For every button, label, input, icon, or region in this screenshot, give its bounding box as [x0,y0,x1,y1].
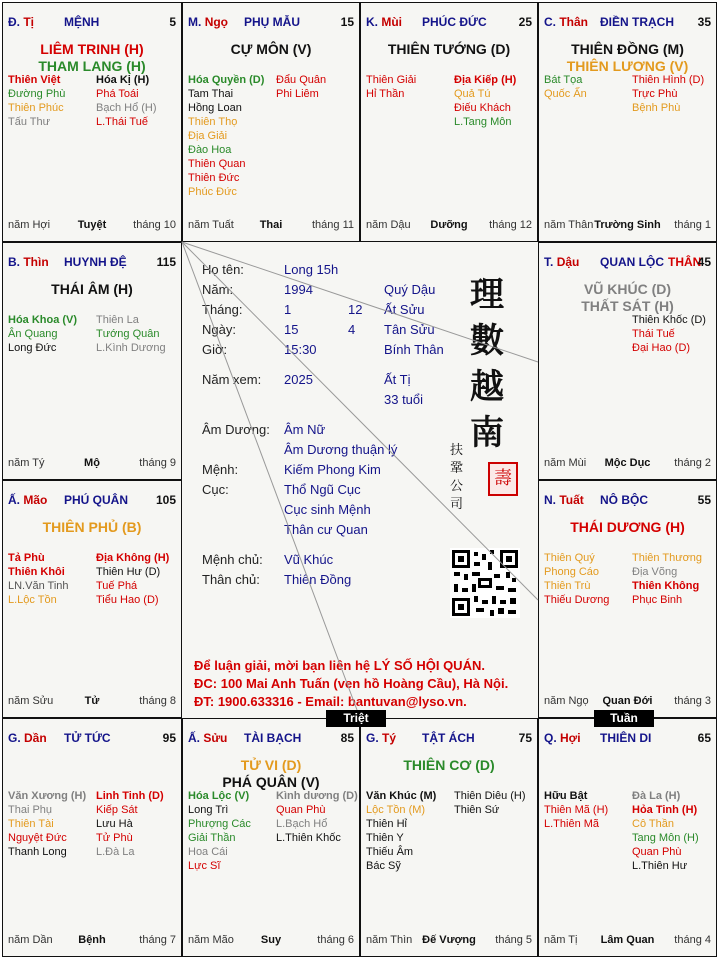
life-stage: Mộc Dục [604,457,651,469]
minor-star: Thiên Khôi [8,566,65,578]
minor-star: Tiểu Hao (D) [96,594,159,606]
minor-star: L.Thiên Hư [632,860,688,872]
minor-star: Thiên Phúc [8,102,64,114]
minor-star: Kiếp Sát [96,804,138,816]
life-stage: Suy [260,934,282,946]
contact-address: ĐC: 100 Mai Anh Tuấn (ven hồ Hoàng Cầu), Hà Nội. [194,676,509,691]
minor-star: Địa Không (H) [96,552,170,564]
palace-month: tháng 10 [133,219,176,231]
info-value: Long 15h [284,262,339,277]
palace-year: năm Tý [8,457,45,469]
palace-position: Đ. Tị [8,15,35,29]
minor-star: Hóa Kị (H) [96,74,150,86]
cuc-relation: Cục sinh Mệnh [284,502,371,517]
minor-star: Trực Phù [632,88,678,100]
minor-star: Hoa Cái [188,846,228,858]
minor-star: Đường Phù [8,88,66,100]
palace-age: 55 [697,493,711,507]
palace-name: ĐIỀN TRẠCH [600,15,674,29]
minor-star: Thiên Y [366,832,404,844]
palace-month: tháng 7 [139,934,176,946]
info-label: Ngày: [202,322,236,337]
menh-chu-label: Mệnh chủ: [202,552,263,567]
palace-year: năm Dậu [366,219,411,231]
palace-name: MỆNH [64,15,100,29]
palace-year: năm Thìn [366,934,413,946]
minor-star: Thiên Tài [8,818,54,830]
main-star: THIÊN ĐỒNG (M) [571,41,684,57]
minor-star: Thiên Quan [188,158,246,170]
info-value: 15 [284,322,299,337]
info-label: Họ tên: [202,262,244,277]
calligraphy-small-char: 扶 [450,443,464,458]
minor-star: Linh Tinh (D) [96,790,164,802]
palace-year: năm Thân [544,219,594,231]
minor-star: L.Tang Môn [454,116,512,128]
info-canchi: Quý Dậu [384,282,436,297]
palace-name: TẬT ÁCH [422,731,475,745]
info-lunar: 12 [348,302,363,317]
palace-name: NÔ BỘC [600,493,648,507]
minor-star: L.Thiên Mã [544,818,600,830]
main-star: THIÊN PHỦ (B) [42,519,142,535]
life-stage: Lâm Quan [600,934,655,946]
life-stage: Bệnh [78,934,106,946]
minor-star: Thiên Thọ [188,116,238,128]
palace-position: B. Thìn [8,255,49,269]
minor-star: L.Thái Tuế [96,116,148,128]
palace-position: G. Tý [366,731,397,745]
minor-star: L.Thiên Khốc [276,832,341,844]
minor-star: Phục Binh [632,594,683,606]
palace-age: 35 [697,15,711,29]
minor-star: Long Trì [188,804,229,816]
palace-year: năm Tị [544,934,578,946]
info-canchi: Ất Sửu [384,302,425,317]
minor-star: Thiên Quý [544,552,595,564]
minor-star: Thiên La [96,314,139,326]
menh-chu-value: Vũ Khúc [284,552,334,567]
palace-name: PHÚ QUÂN [64,493,129,507]
calligraphy-small-char: 公 [450,479,464,494]
minor-star: Địa Võng [632,566,678,578]
life-stage: Mộ [84,457,100,469]
palace-year: năm Mão [188,934,234,946]
minor-star: Thiên Đức [188,172,240,184]
palace-month: tháng 9 [139,457,176,469]
palace-position: G. Dần [8,731,47,745]
main-star: THÁI DƯƠNG (H) [570,519,685,535]
triet-tag: Triệt [326,710,386,727]
palace-month: tháng 3 [674,695,711,707]
palace-age: 105 [155,493,176,507]
palace-position: C. Thân [544,15,589,29]
minor-star: L.Bạch Hổ [276,818,328,830]
palace-age: 65 [697,731,711,745]
minor-star: Thiên Giải [366,74,417,86]
info-label: Năm xem: [202,372,262,387]
minor-star: Thanh Long [8,846,67,858]
palace-position: N. Tuất [544,493,584,507]
calligraphy-char: 數 [470,321,504,361]
info-canchi: 33 tuổi [384,392,424,407]
minor-star: Hóa Khoa (V) [8,314,78,326]
palace-age: 115 [156,255,176,269]
info-canchi: Tân Sửu [384,322,435,337]
minor-star: Tướng Quân [96,328,160,340]
calligraphy-char: 理 [470,275,504,315]
main-star: THIÊN LƯƠNG (V) [566,58,689,74]
palace-month: tháng 1 [674,219,711,231]
palace-age: 15 [340,15,354,29]
menh-label: Mệnh: [202,462,239,477]
minor-star: Thiên Hình (D) [632,74,705,86]
minor-star: Thiên Không [632,580,700,592]
palace-year: năm Sửu [8,695,54,707]
palace-name: PHÚC ĐỨC [422,15,487,29]
palace-age: 25 [518,15,532,29]
minor-star: Giải Thần [188,832,236,844]
minor-star: Hữu Bật [544,790,588,802]
am-duong-note: Âm Dương thuận lý [284,442,398,457]
minor-star: Thiếu Âm [366,846,414,858]
minor-star: Hóa Quyền (D) [188,74,265,86]
life-stage: Quan Đới [602,695,653,707]
minor-star: Tam Thai [188,88,234,100]
minor-star: Hồng Loan [188,102,242,114]
minor-star: Bác Sỹ [366,860,401,872]
minor-star: Địa Giải [188,130,228,142]
than-marker: THÂN [668,255,702,269]
minor-star: Phá Toái [96,88,139,100]
palace-month: tháng 4 [674,934,711,946]
life-stage: Đế Vượng [422,934,476,946]
minor-star: Cô Thần [632,818,674,830]
than-chu-value: Thiên Đồng [284,572,352,587]
minor-star: Đại Hao (D) [632,342,691,354]
minor-star: Kình dương (D) [276,790,358,802]
contact-phone-email: ĐT: 1900.633316 - Email: bantuvan@lyso.vn. [194,694,467,709]
main-star: THIÊN CƠ (D) [403,757,495,773]
palace-age: 75 [518,731,532,745]
life-stage: Trường Sinh [594,219,661,231]
minor-star: Bệnh Phù [632,102,681,114]
palace-year: năm Dần [8,934,53,946]
minor-star: Tả Phù [8,552,45,564]
minor-star: Thiếu Dương [544,594,610,606]
palace-name: PHỤ MẪU [244,15,300,29]
main-star: THAM LANG (H) [38,58,146,74]
palace-position: Ấ. Mão [8,493,48,507]
minor-star: Hóa Lộc (V) [188,790,250,802]
minor-star: LN.Văn Tinh [8,580,69,592]
info-canchi: Ất Tị [384,372,411,387]
minor-star: Hỏa Tinh (H) [632,804,698,816]
am-duong-value: Âm Nữ [284,422,326,437]
minor-star: Thiên Diêu (H) [454,790,526,802]
info-canchi: Bính Thân [384,342,444,357]
info-lunar: 4 [348,322,356,337]
main-star: CỰ MÔN (V) [230,41,312,57]
main-star: THÁI ÂM (H) [51,281,133,297]
minor-star: Quả Tú [454,88,491,100]
main-star: PHÁ QUÂN (V) [222,774,320,790]
minor-star: Quốc Ấn [544,88,587,100]
calligraphy-small-char: 司 [450,497,464,512]
minor-star: Thiên Thương [632,552,703,564]
minor-star: Tấu Thư [8,116,51,128]
minor-star: Đào Hoa [188,144,232,156]
minor-star: L.Đà La [96,846,135,858]
minor-star: Địa Kiếp (H) [454,74,517,86]
contact-line-1: Để luận giải, mời bạn liên hệ LÝ SỐ HỘI QUÁN. [194,658,485,673]
menh-value: Kiếm Phong Kim [284,462,381,477]
info-value: 15:30 [284,342,317,357]
minor-star: Thiên Trù [544,580,591,592]
minor-star: Thiên Hỉ [366,818,407,830]
minor-star: Phượng Các [188,818,251,830]
palace-month: tháng 11 [311,219,354,231]
life-stage: Thai [259,219,283,231]
calligraphy-char: 越 [470,367,504,407]
info-label: Năm: [202,282,234,297]
cuc-label: Cục: [202,482,229,497]
palace-name: TÀI BẠCH [244,731,302,745]
minor-star: Văn Xương (H) [8,790,87,802]
palace-name: THIÊN DI [600,731,652,745]
main-star: THIÊN TƯỚNG (D) [387,41,511,57]
minor-star: Lưu Hà [96,818,133,830]
minor-star: Lộc Tồn (M) [366,804,426,816]
cuc-value: Thổ Ngũ Cục [284,482,361,497]
palace-position: Q. Hợi [544,731,581,745]
minor-star: Phi Liêm [276,88,319,100]
palace-age: 5 [169,15,176,29]
minor-star: Đà La (H) [632,790,681,802]
info-label: Tháng: [202,302,243,317]
palace-month: tháng 5 [495,934,532,946]
palace-age: 45 [697,255,711,269]
minor-star: Quan Phù [276,804,326,816]
calligraphy-char: 南 [470,413,504,453]
palace-year: năm Mùi [544,457,587,469]
minor-star: Quan Phù [632,846,682,858]
palace-position: M. Ngọ [188,15,229,29]
main-star: LIÊM TRINH (H) [40,41,144,57]
minor-star: Văn Khúc (M) [366,790,437,802]
minor-star: Ân Quang [8,328,58,340]
minor-star: Đẩu Quân [276,74,327,86]
minor-star: Tử Phù [96,832,133,844]
minor-star: Thai Phụ [8,804,53,816]
minor-star: Thiên Khốc (D) [632,314,706,326]
life-stage: Dưỡng [430,219,468,231]
palace-name: QUAN LỘC [600,255,664,269]
minor-star: Phong Cáo [544,566,600,578]
minor-star: Thiên Hư (D) [96,566,161,578]
info-value: 1 [284,302,292,317]
info-label: Giờ: [202,342,228,357]
minor-star: Lực Sĩ [188,860,221,872]
minor-star: Long Đức [8,342,57,354]
info-value: 1994 [284,282,313,297]
palace-month: tháng 12 [489,219,532,231]
palace-month: tháng 8 [139,695,176,707]
minor-star: Thiên Mã (H) [544,804,609,816]
palace-position: K. Mùi [366,15,403,29]
minor-star: L.Kình Dương [96,342,166,354]
minor-star: Tuế Phá [96,580,138,592]
tuan-tag: Tuần [594,710,654,727]
life-stage: Tuyệt [77,219,107,231]
minor-star: Điếu Khách [454,102,511,114]
palace-age: 85 [340,731,354,745]
palace-year: năm Tuất [188,219,234,231]
palace-position: Ấ. Sửu [188,731,228,745]
main-star: THẤT SÁT (H) [581,298,674,314]
minor-star: Tang Môn (H) [632,832,699,844]
life-stage: Tử [84,695,100,707]
minor-star: L.Lộc Tồn [8,594,57,606]
palace-month: tháng 2 [674,457,711,469]
than-chu-label: Thân chủ: [202,572,260,587]
minor-star: Thiên Việt [8,74,61,86]
palace-year: năm Ngọ [544,695,589,707]
than-cu: Thân cư Quan [284,522,368,537]
main-star: VŨ KHÚC (D) [583,281,672,297]
red-seal-stamp: 壽 [488,462,518,496]
minor-star: Thái Tuế [632,328,675,340]
info-value: 2025 [284,372,313,387]
palace-position: T. Dậu [544,255,580,269]
minor-star: Phúc Đức [188,186,237,198]
palace-month: tháng 6 [317,934,354,946]
am-duong-label: Âm Dương: [202,422,270,437]
palace-year: năm Hợi [8,219,51,231]
palace-age: 95 [162,731,176,745]
calligraphy-small-char: 鞏 [450,461,464,476]
minor-star: Thiên Sứ [454,804,500,816]
palace-name: TỬ TỨC [64,731,111,745]
minor-star: Bạch Hổ (H) [96,102,157,114]
minor-star: Nguyệt Đức [8,832,67,844]
minor-star: Hỉ Thần [366,88,405,100]
palace-name: HUYNH ĐỆ [64,255,127,269]
minor-star: Bát Tọa [544,74,583,86]
main-star: TỬ VI (D) [240,757,302,773]
